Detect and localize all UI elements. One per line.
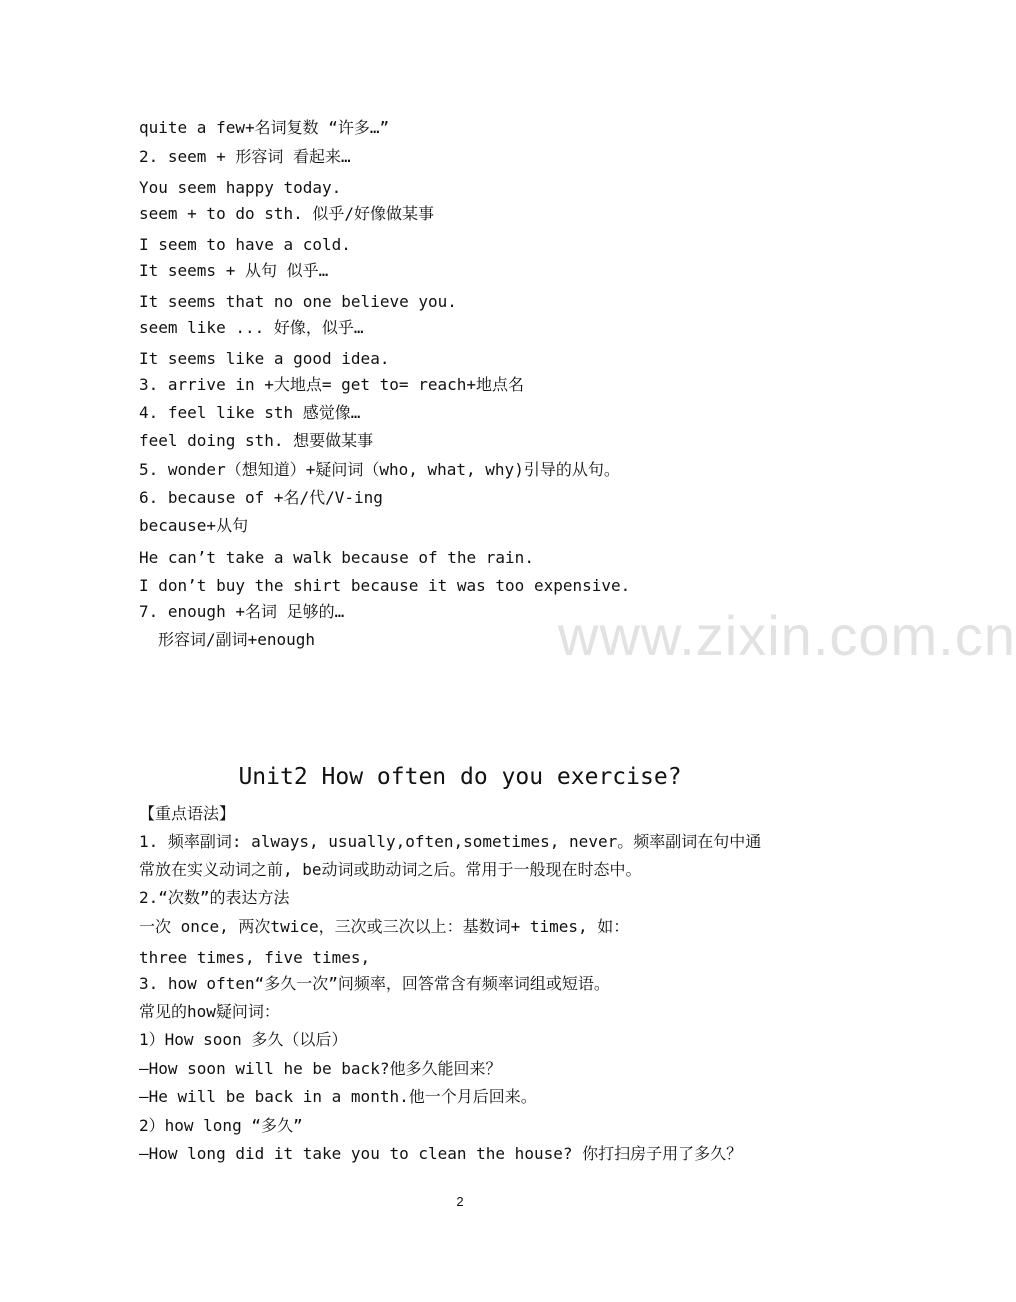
- text-line: 常放在实义动词之前, be动词或助动词之后。常用于一般现在时态中。: [139, 860, 642, 879]
- text-line: 5. wonder（想知道）+疑问词（who, what, why)引导的从句。: [139, 460, 620, 479]
- text-line: because+从句: [139, 516, 249, 535]
- text-line: three times, five times,: [139, 948, 371, 967]
- text-line: 常见的how疑问词：: [139, 1002, 280, 1021]
- text-line: 2. seem + 形容词 看起来…: [139, 147, 351, 166]
- text-line: I seem to have a cold.: [139, 235, 351, 254]
- text-line: 2.“次数”的表达方法: [139, 888, 290, 907]
- section-heading: 【重点语法】: [139, 804, 236, 823]
- text-line: 2）how long “多久”: [139, 1116, 303, 1135]
- watermark: www.zixin.com.cn: [558, 604, 1016, 667]
- text-line: 3. arrive in +大地点= get to= reach+地点名: [139, 375, 524, 394]
- text-line: —How long did it take you to clean the house? 你打扫房子用了多久？: [139, 1144, 743, 1163]
- text-line: I don’t buy the shirt because it was too expensive.: [139, 576, 631, 595]
- text-line: 一次 once, 两次twice，三次或三次以上：基数词+ times, 如：: [139, 917, 630, 936]
- page-number: 2: [456, 1194, 464, 1209]
- text-line: It seems + 从句 似乎…: [139, 261, 329, 280]
- text-line: 4. feel like sth 感觉像…: [139, 403, 361, 422]
- text-line: 1. 频率副词: always, usually,often,sometimes, never。频率副词在句中通: [139, 832, 762, 851]
- text-line: quite a few+名词复数 “许多…”: [139, 118, 390, 137]
- text-line: It seems like a good idea.: [139, 349, 390, 368]
- text-line: 1）How soon 多久（以后）: [139, 1030, 348, 1049]
- text-line: 7. enough +名词 足够的…: [139, 602, 345, 621]
- text-line: seem + to do sth. 似乎/好像做某事: [139, 204, 435, 223]
- text-line: 形容词/副词+enough: [158, 630, 316, 649]
- text-line: 3. how often“多久一次”问频率，回答常含有频率词组或短语。: [139, 974, 610, 993]
- text-line: —How soon will he be back?他多久能回来？: [139, 1059, 502, 1078]
- unit-title: Unit2 How often do you exercise?: [238, 764, 682, 790]
- text-line: seem like ... 好像，似乎…: [139, 318, 364, 337]
- text-line: It seems that no one believe you.: [139, 292, 457, 311]
- text-line: —He will be back in a month.他一个月后回来。: [139, 1087, 537, 1106]
- text-line: feel doing sth. 想要做某事: [139, 431, 374, 450]
- text-line: 6. because of +名/代/V-ing: [139, 488, 383, 507]
- text-line: You seem happy today.: [139, 178, 342, 197]
- text-line: He can’t take a walk because of the rain.: [139, 548, 534, 567]
